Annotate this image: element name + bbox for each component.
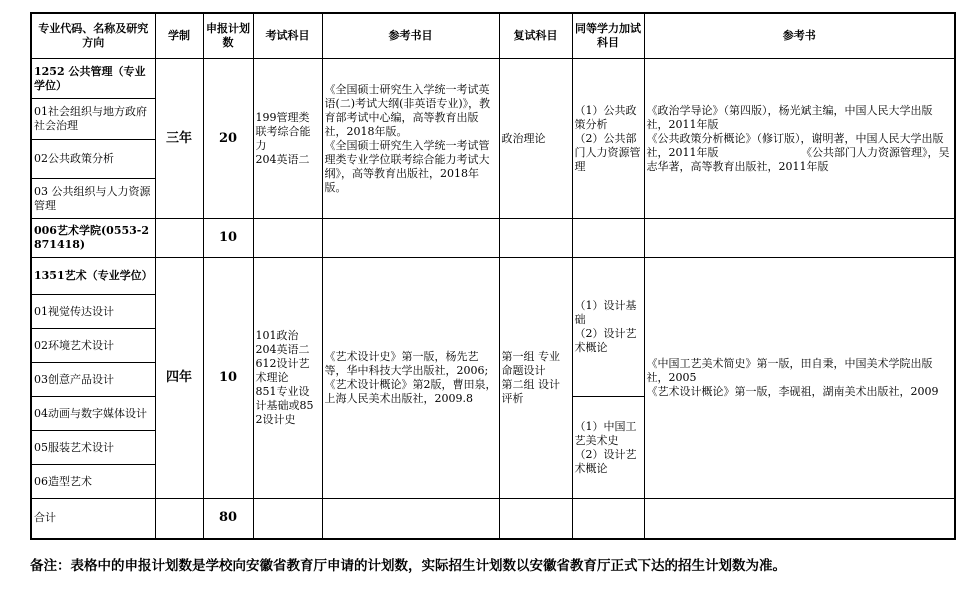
header-equiv: 同等学力加试科目 bbox=[572, 13, 644, 59]
header-duration: 学制 bbox=[155, 13, 203, 59]
art-direction-1: 01视觉传达设计 bbox=[31, 295, 155, 329]
total-books bbox=[322, 499, 499, 539]
art-quota: 10 bbox=[203, 258, 253, 499]
art-ref: 《中国工艺美术简史》第一版，田自秉，中国美术学院出版社，2005 《艺术设计概论》第一版，李砚祖，湖南美术出版社，2009 bbox=[644, 258, 955, 499]
mpa-equiv: （1）公共政策分析 （2）公共部门人力资源管理 bbox=[572, 59, 644, 219]
mpa-direction-3: 03 公共组织与人力资源管理 bbox=[31, 179, 155, 219]
total-retest bbox=[499, 499, 572, 539]
art-school-retest bbox=[499, 219, 572, 258]
total-ref bbox=[644, 499, 955, 539]
header-retest: 复试科目 bbox=[499, 13, 572, 59]
art-school-quota: 10 bbox=[203, 219, 253, 258]
admissions-table bbox=[30, 12, 956, 540]
total-equiv bbox=[572, 499, 644, 539]
art-duration: 四年 bbox=[155, 258, 203, 499]
art-direction-2: 02环境艺术设计 bbox=[31, 329, 155, 363]
art-equiv-2: （1）中国工艺美术史 （2）设计艺术概论 bbox=[572, 397, 644, 499]
art-school-title: 006艺术学院(0553-2871418) bbox=[31, 219, 155, 258]
art-school-equiv bbox=[572, 219, 644, 258]
footnote: 备注：表格中的申报计划数是学校向安徽省教育厅申请的计划数，实际招生计划数以安徽省教育厅正式下达的招生计划数为准。 bbox=[30, 558, 786, 574]
art-exam: 101政治 204英语二 612设计艺术理论 851专业设计基础或852设计史 bbox=[253, 258, 322, 499]
mpa-retest: 政治理论 bbox=[499, 59, 572, 219]
total-row bbox=[31, 499, 955, 539]
header-exam: 考试科目 bbox=[253, 13, 322, 59]
header-ref: 参考书 bbox=[644, 13, 955, 59]
mpa-direction-2: 02公共政策分析 bbox=[31, 140, 155, 179]
art-direction-3: 03创意产品设计 bbox=[31, 363, 155, 397]
art-equiv-1: （1）设计基础 （2）设计艺术概论 bbox=[572, 258, 644, 397]
art-books: 《艺术设计史》第一版，杨先艺等，华中科技大学出版社，2006; 《艺术设计概论》第2版，曹田泉，上海人民美术出版社，2009.8 bbox=[322, 258, 499, 499]
mpa-title: 1252 公共管理（专业学位） bbox=[31, 59, 155, 99]
table-row bbox=[31, 219, 955, 258]
table-row bbox=[31, 59, 955, 99]
header-row bbox=[31, 13, 955, 59]
table-row bbox=[31, 258, 955, 295]
mpa-exam: 199管理类联考综合能力 204英语二 bbox=[253, 59, 322, 219]
mpa-direction-1: 01社会组织与地方政府社会治理 bbox=[31, 99, 155, 140]
art-school-duration bbox=[155, 219, 203, 258]
art-direction-6: 06造型艺术 bbox=[31, 465, 155, 499]
mpa-books: 《全国硕士研究生入学统一考试英语(二)考试大纲(非英语专业)》，教育部考试中心编，高等教育出版社，2018年版。 《全国硕士研究生入学统一考试管理类专业学位联考综合能力考试大纲》，高等教育出版社，2018年版。 bbox=[322, 59, 499, 219]
mpa-duration: 三年 bbox=[155, 59, 203, 219]
total-quota: 80 bbox=[203, 499, 253, 539]
art-school-books bbox=[322, 219, 499, 258]
art-school-exam bbox=[253, 219, 322, 258]
header-major: 专业代码、名称及研究方向 bbox=[31, 13, 155, 59]
art-direction-5: 05服装艺术设计 bbox=[31, 431, 155, 465]
mpa-quota: 20 bbox=[203, 59, 253, 219]
header-quota: 申报计划数 bbox=[203, 13, 253, 59]
total-label: 合计 bbox=[31, 499, 155, 539]
art-retest: 第一组 专业命题设计 第二组 设计评析 bbox=[499, 258, 572, 499]
art-school-ref bbox=[644, 219, 955, 258]
total-duration bbox=[155, 499, 203, 539]
total-exam bbox=[253, 499, 322, 539]
art-direction-4: 04动画与数字媒体设计 bbox=[31, 397, 155, 431]
admissions-table-wrapper bbox=[30, 12, 954, 540]
header-ref-books: 参考书目 bbox=[322, 13, 499, 59]
art-title: 1351艺术（专业学位） bbox=[31, 258, 155, 295]
mpa-ref: 《政治学导论》（第四版），杨光斌主编，中国人民大学出版社，2011年版 《公共政策分析概论》（修订版），谢明著，中国人民大学出版社，2011年版 《公共部门人力资源管理》，吴志华著，高等教育出版社，2011年版 bbox=[644, 59, 955, 219]
